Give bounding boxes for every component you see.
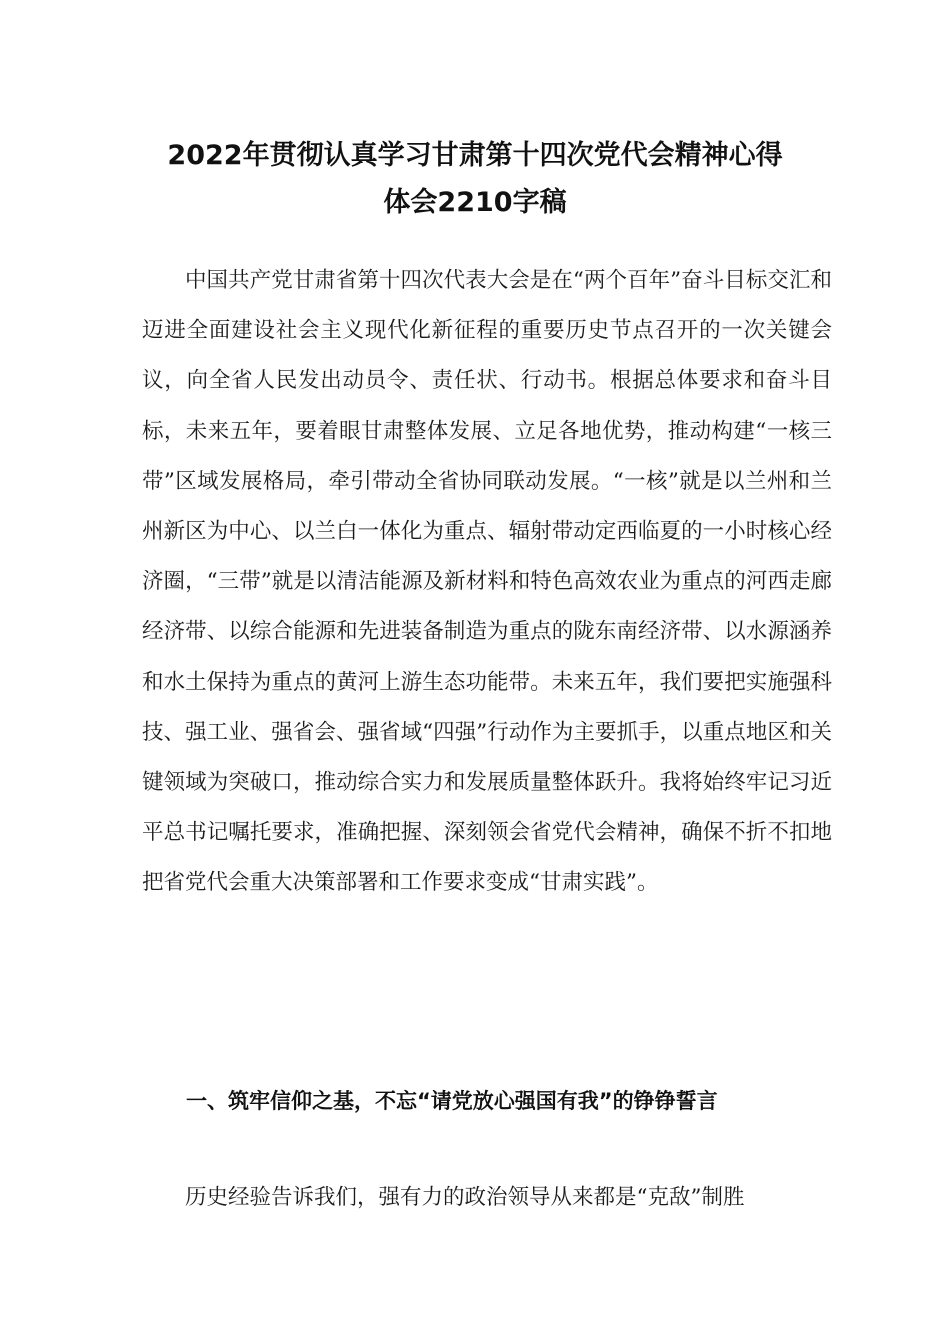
document-title-line-1: 2022年贯彻认真学习甘肃第十四次党代会精神心得 <box>167 140 783 171</box>
section-heading-1: 一、筑牢信仰之基，不忘“请党放心强国有我”的铮铮誓言 <box>186 1089 718 1113</box>
document-title-line-2: 体会2210字稿 <box>383 187 567 218</box>
body-paragraph-1: 中国共产党甘肃省第十四次代表大会是在“两个百年”奋斗目标交汇和迈进全面建设社会主义现代化新征程的重要历史节点召开的一次关键会议，向全省人民发出动员令、责任状、行动书。根据总体要求和奋斗目标，未来五年，要着眼甘肃整体发展、立足各地优势，推动构建“一核三带”区域发展格局，牵引带动全省协同联动发展。“一核”就是以兰州和兰州新区为中心、以兰白一体化为重点、辐射带动定西临夏的一小时核心经济圈，“三带”就是以清洁能源及新材料和特色高效农业为重点的河西走廊经济带、以综合能源和先进装备制造为重点的陇东南经济带、以水源涵养和水土保持为重点的黄河上游生态功能带。未来五年，我们要把实施强科技、强工业、强省会、强省域“四强”行动作为主要抓手，以重点地区和关键领域为突破口，推动综合实力和发展质量整体跃升。我将始终牢记习近平总书记嘱托要求，准确把握、深刻领会省党代会精神，确保不折不扣地把省党代会重大决策部署和工作要求变成“甘肃实践”。 <box>142 268 832 896</box>
body-paragraph-2: 历史经验告诉我们，强有力的政治领导从来都是“克敌”制胜 <box>185 1185 745 1210</box>
